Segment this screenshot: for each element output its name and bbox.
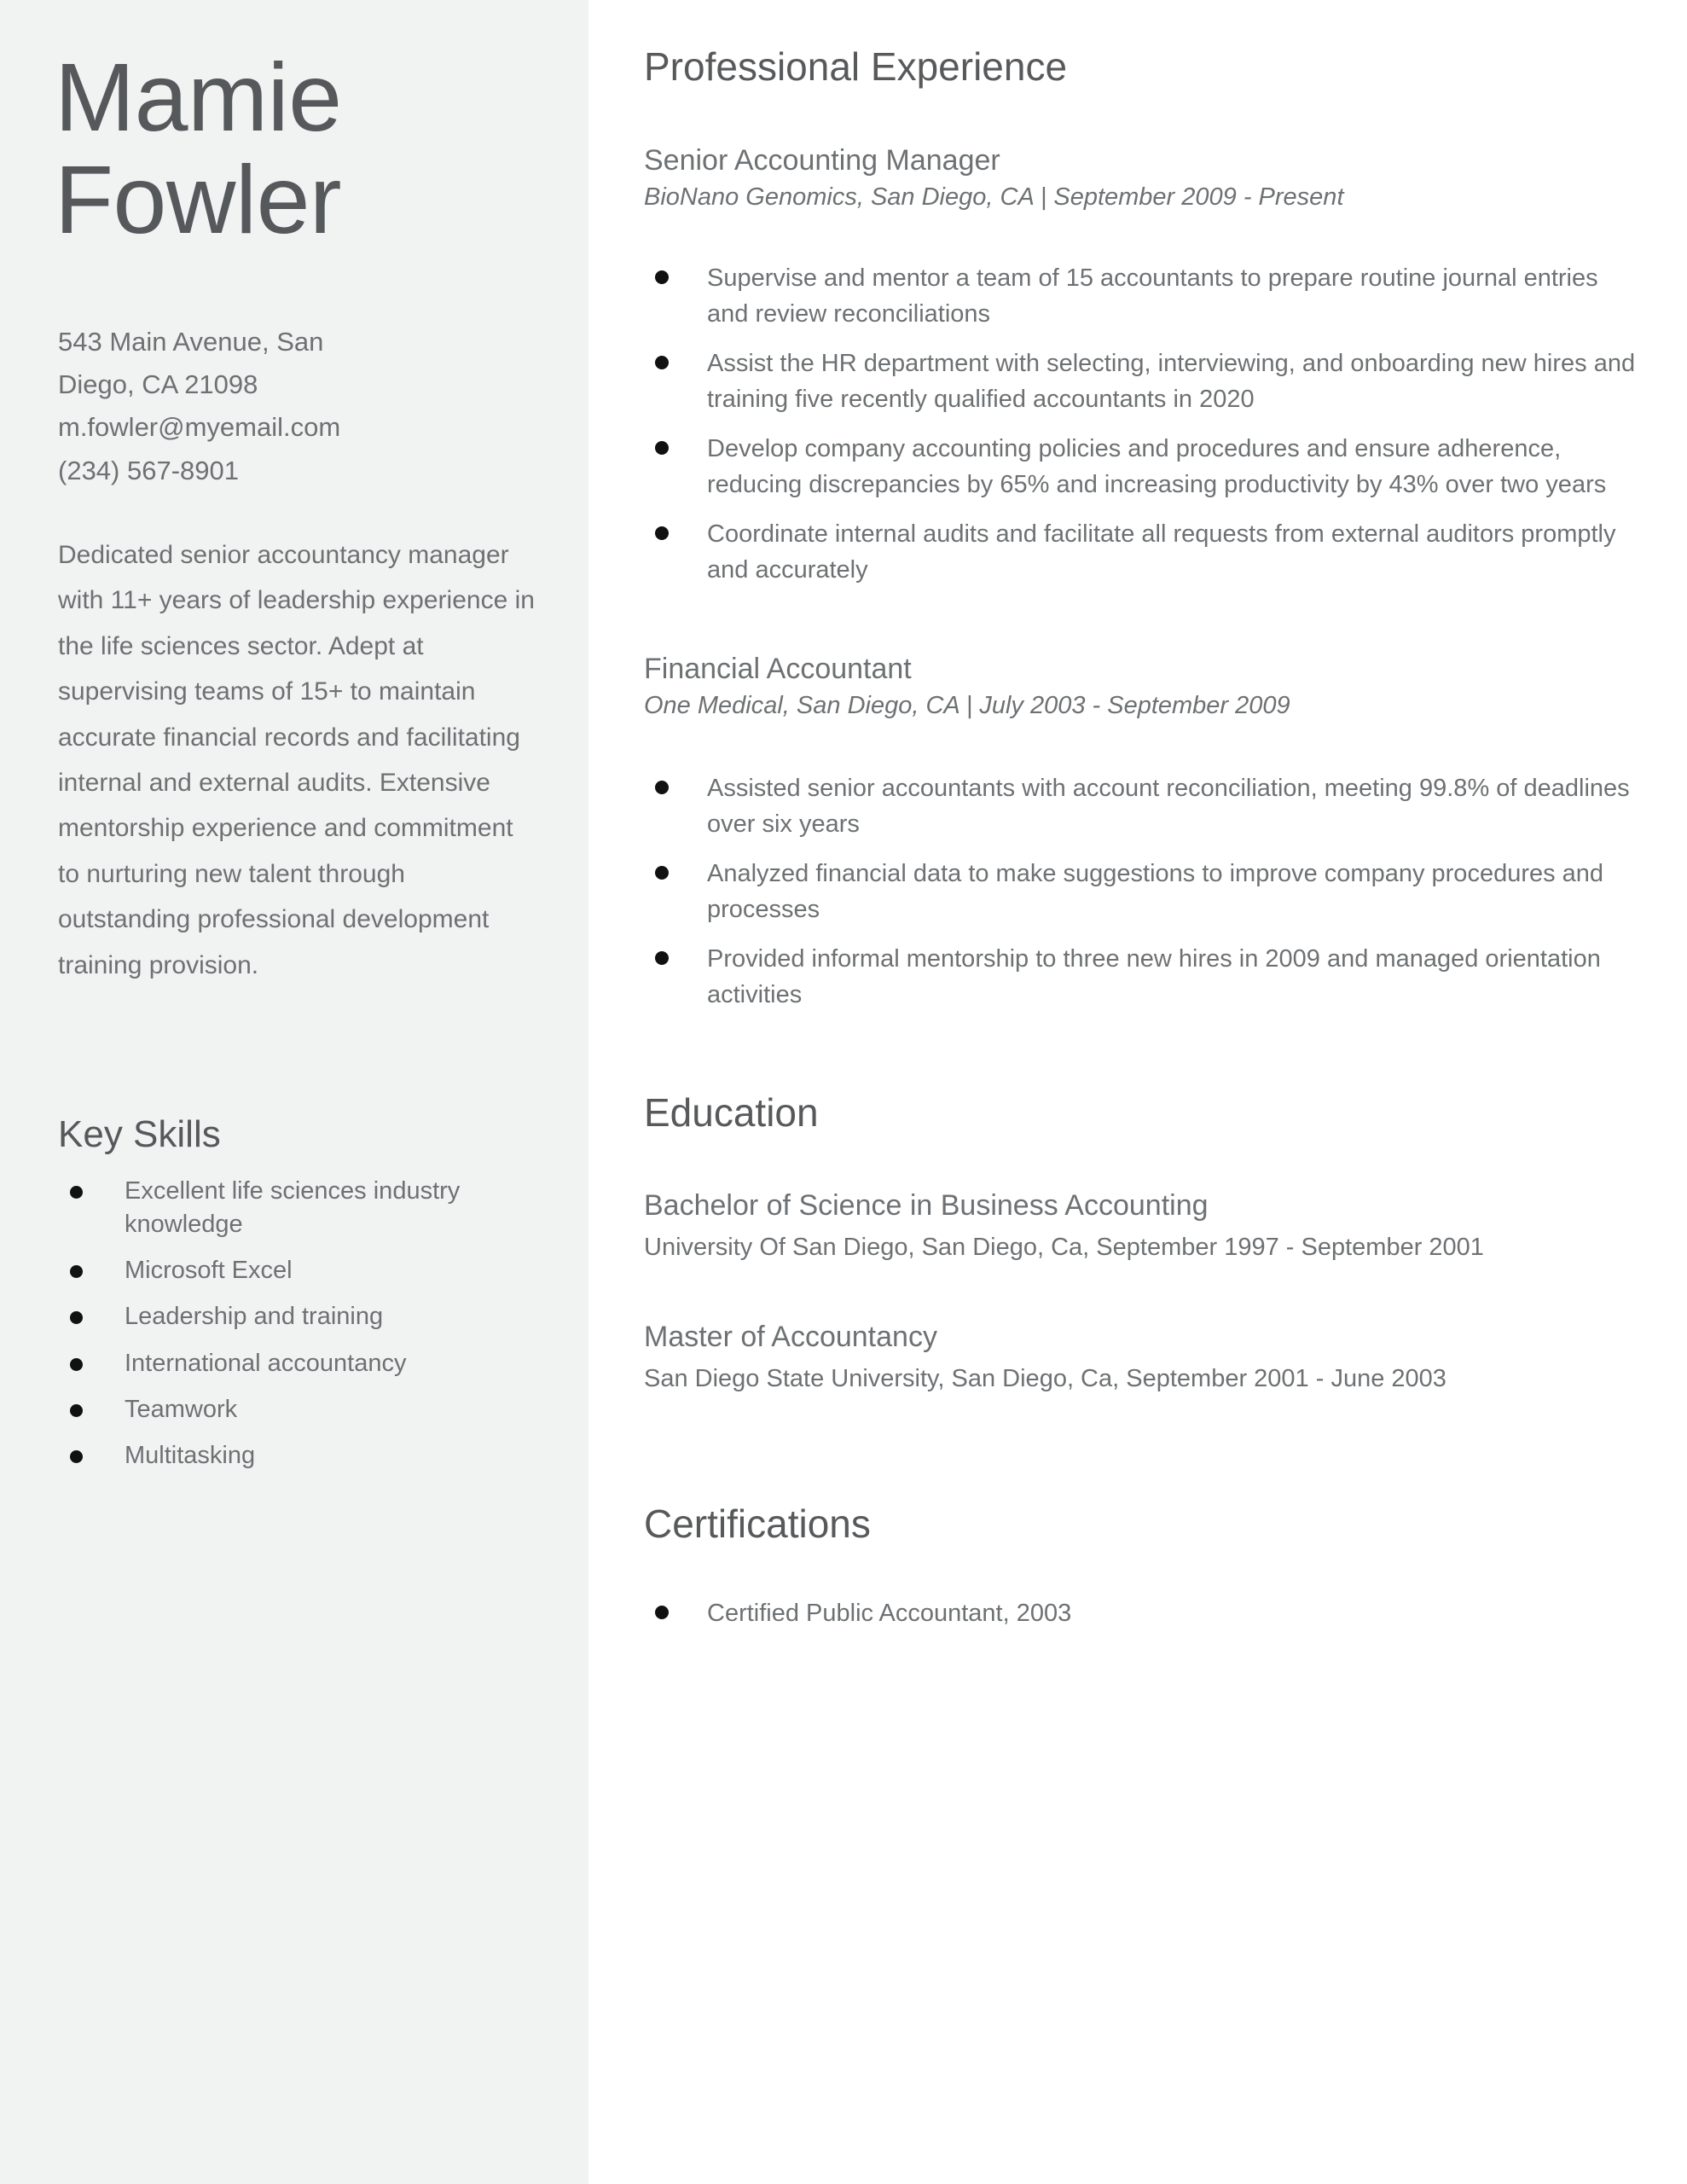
bullet-dot-icon	[70, 1265, 83, 1278]
job-meta-1: BioNano Genomics, San Diego, CA | September 2009 - Present	[644, 183, 1344, 211]
candidate-name	[55, 44, 566, 253]
certification-text: Certified Public Accountant, 2003	[707, 1600, 1072, 1627]
skill-label: Microsoft Excel	[125, 1257, 293, 1285]
education-school-2: San Diego State University, San Diego, Ca, September 2001 - June 2003	[644, 1365, 1446, 1392]
bullet-text: Coordinate internal audits and facilitate all requests from external auditors promptly and accurately	[707, 520, 1616, 584]
list-item	[58, 1254, 553, 1287]
bullet-text: Assist the HR department with selecting, interviewing, and onboarding new hires and training five recently qualified accountants in 2020	[707, 350, 1636, 414]
key-skills-list	[58, 1175, 553, 1485]
education-school-1: University Of San Diego, San Diego, Ca, September 1997 - September 2001	[644, 1234, 1484, 1261]
list-item	[644, 770, 1638, 842]
bullet-text: Analyzed financial data to make suggestions to improve company procedures and processes	[707, 860, 1604, 924]
list-item	[58, 1300, 553, 1333]
contact-address-line-1: 543 Main Avenue, San	[58, 327, 324, 357]
skill-label: Teamwork	[125, 1395, 238, 1423]
name-last-line: Fowler	[55, 145, 342, 253]
skill-label: Multitasking	[125, 1441, 256, 1469]
bullet-text: Develop company accounting policies and procedures and ensure adherence, reducing discrepancies by 65% and increasing productivity by 43% over two years	[707, 435, 1607, 499]
bullet-text: Assisted senior accountants with account reconciliation, meeting 99.8% of deadlines over six years	[707, 775, 1630, 839]
education-degree-2: Master of Accountancy	[644, 1321, 937, 1353]
bullet-text: Provided informal mentorship to three new hires in 2009 and managed orientation activities	[707, 945, 1601, 1009]
bullet-dot-icon	[70, 1358, 83, 1371]
bullet-dot-icon	[655, 866, 669, 880]
list-item	[58, 1439, 553, 1472]
list-item	[58, 1347, 553, 1380]
bullet-dot-icon	[70, 1450, 83, 1463]
sidebar	[0, 0, 588, 2184]
list-item	[644, 1595, 1638, 1631]
bullet-dot-icon	[70, 1311, 83, 1324]
bullet-dot-icon	[655, 441, 669, 455]
education-heading: Education	[644, 1090, 819, 1135]
skill-label: International accountancy	[125, 1349, 407, 1377]
certifications-list	[644, 1595, 1638, 1645]
list-item	[644, 431, 1638, 502]
list-item	[644, 941, 1638, 1013]
list-item	[644, 516, 1638, 588]
job-bullets-2	[644, 770, 1638, 1026]
contact-info	[58, 321, 536, 492]
education-degree-1: Bachelor of Science in Business Accounting	[644, 1189, 1209, 1222]
bullet-dot-icon	[655, 781, 669, 794]
main-content	[588, 0, 1687, 2184]
contact-address-line-2: Diego, CA 21098	[58, 369, 258, 400]
job-title-2: Financial Accountant	[644, 653, 912, 685]
contact-phone[interactable]: (234) 567-8901	[58, 455, 239, 485]
professional-summary: Dedicated senior accountancy manager with 11+ years of leadership experience in the life sciences sector. Adept at supervising teams of 15+ to maintain accurate financial records and facilitating internal and external audits. Extensive mentorship experience and commitment to nurturing new talent through outstanding professional development training provision.	[58, 541, 535, 979]
job-title-1: Senior Accounting Manager	[644, 144, 1000, 177]
list-item	[644, 856, 1638, 927]
bullet-dot-icon	[655, 356, 669, 369]
contact-email[interactable]: m.fowler@myemail.com	[58, 412, 341, 443]
skill-label: Excellent life sciences industry knowledge	[125, 1177, 461, 1239]
bullet-dot-icon	[70, 1404, 83, 1417]
list-item	[644, 346, 1638, 417]
list-item	[644, 260, 1638, 332]
skill-label: Leadership and training	[125, 1303, 384, 1331]
certifications-heading: Certifications	[644, 1502, 871, 1546]
job-meta-2: One Medical, San Diego, CA | July 2003 - September 2009	[644, 692, 1290, 719]
key-skills-heading: Key Skills	[58, 1112, 221, 1155]
bullet-text: Supervise and mentor a team of 15 accountants to prepare routine journal entries and review reconciliations	[707, 264, 1598, 328]
list-item	[58, 1175, 553, 1241]
bullet-dot-icon	[655, 270, 669, 284]
bullet-dot-icon	[655, 951, 669, 965]
professional-experience-heading: Professional Experience	[644, 44, 1068, 89]
job-bullets-1	[644, 260, 1638, 601]
bullet-dot-icon	[655, 526, 669, 540]
bullet-dot-icon	[655, 1606, 669, 1619]
bullet-dot-icon	[70, 1186, 83, 1199]
name-first-line: Mamie	[55, 44, 342, 151]
list-item	[58, 1393, 553, 1426]
